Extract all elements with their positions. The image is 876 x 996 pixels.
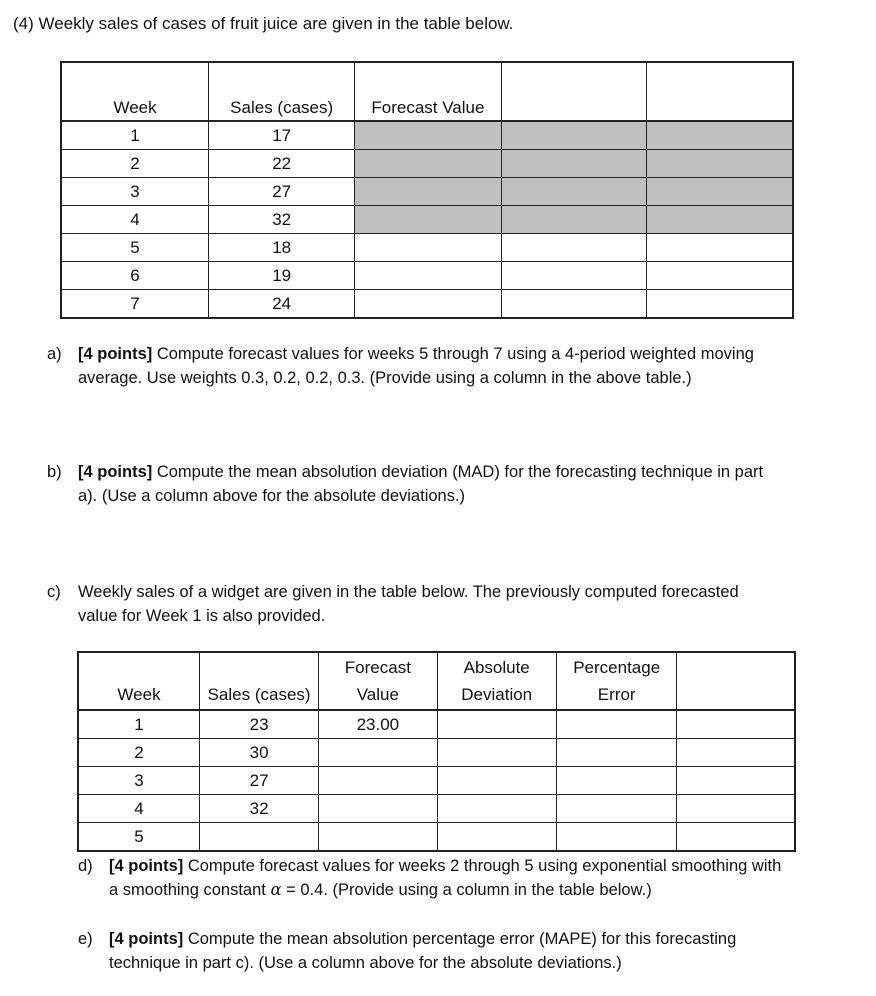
header-sales: Sales (cases) [200,652,319,710]
question-c-line2: value for Week 1 is also provided. [78,607,326,625]
question-a-line2: average. Use weights 0.3, 0.2, 0.2, 0.3. (Provide using a column in the above table.) [78,369,692,387]
header-week: Week [78,652,200,710]
answer-cell[interactable] [647,290,793,319]
header-absdev-line1: Absolute [463,658,530,677]
header-forecast-value: Forecast Value [355,62,501,121]
table-row [61,290,793,319]
answer-cell[interactable] [501,234,647,262]
table-row [78,767,795,795]
table-header-row [78,652,795,710]
sales-cell: 24 [209,290,355,319]
week-cell: 6 [61,262,209,290]
sales-cell: 23 [200,710,319,739]
answer-cell[interactable] [677,795,795,823]
question-e-text [109,927,736,975]
question-d-value: 0.4 [300,881,324,899]
answer-cell[interactable] [677,710,795,739]
week-cell: 1 [78,710,200,739]
shaded-cell [355,206,501,234]
shaded-cell [647,121,793,150]
forecast-cell[interactable] [319,739,437,767]
answer-cell[interactable] [556,739,677,767]
problem-title: (4) Weekly sales of cases of fruit juice are given in the table below. [13,14,514,33]
question-e [78,927,868,977]
shaded-cell [647,178,793,206]
week-cell: 1 [61,121,209,150]
forecast-cell[interactable] [319,767,437,795]
widget-sales-table [77,651,796,852]
answer-cell[interactable] [647,262,793,290]
question-b-line1: Compute the mean absolution deviation (MAD) for the forecasting technique in part [152,463,764,481]
question-a-points: [4 points] [78,345,153,363]
table-row [78,739,795,767]
shaded-cell [355,178,501,206]
table-row [61,150,793,178]
header-blank [677,652,795,710]
question-b-points: [4 points] [78,463,153,481]
table-row [61,121,793,150]
question-e-label: e) [78,930,93,948]
question-d-line2-pre: a smoothing constant [109,881,271,899]
week-cell: 5 [78,823,200,852]
sales-cell: 27 [209,178,355,206]
answer-cell[interactable] [355,234,501,262]
question-d-points: [4 points] [109,857,184,875]
answer-cell[interactable] [556,823,677,852]
table-row [61,262,793,290]
week-cell: 2 [61,150,209,178]
week-cell: 5 [61,234,209,262]
table-row [61,206,793,234]
header-blank-1 [501,62,647,121]
question-a [47,342,847,392]
sales-cell: 32 [200,795,319,823]
forecast-cell[interactable] [319,823,437,852]
answer-cell[interactable] [677,739,795,767]
week-cell: 7 [61,290,209,319]
sales-cell: 18 [209,234,355,262]
question-a-text [78,342,754,390]
question-b-text [78,460,763,508]
sales-cell: 32 [209,206,355,234]
shaded-cell [355,121,501,150]
question-d-equals: = [281,881,301,899]
answer-cell[interactable] [437,710,556,739]
forecast-cell: 23.00 [319,710,437,739]
answer-cell[interactable] [501,290,647,319]
header-absolute-deviation [437,652,556,710]
answer-cell[interactable] [355,262,501,290]
fruit-juice-sales-table [60,61,794,319]
question-e-points: [4 points] [109,930,184,948]
week-cell: 4 [78,795,200,823]
answer-cell[interactable] [647,234,793,262]
header-forecast-line2: Value [356,685,399,704]
question-d-line1: Compute forecast values for weeks 2 through 5 using exponential smoothing with [183,857,782,875]
week-cell: 4 [61,206,209,234]
sales-cell [200,823,319,852]
week-cell: 2 [78,739,200,767]
question-e-line1: Compute the mean absolution percentage error (MAPE) for this forecasting [183,930,737,948]
question-a-label: a) [47,345,62,363]
table-row [61,234,793,262]
question-e-line2: technique in part c). (Use a column above for the absolute deviations.) [109,954,622,972]
question-c-line1: Weekly sales of a widget are given in the table below. The previously computed forecasted [78,583,739,601]
table-row [78,710,795,739]
sales-cell: 27 [200,767,319,795]
answer-cell[interactable] [437,795,556,823]
question-d-line2-post: . (Provide using a column in the table below.) [323,881,652,899]
sales-cell: 30 [200,739,319,767]
question-b-label: b) [47,463,62,481]
question-b-line2: a). (Use a column above for the absolute deviations.) [78,487,466,505]
shaded-cell [501,150,647,178]
table-header-row [61,62,793,121]
header-forecast-line1: Forecast [344,658,411,677]
answer-cell[interactable] [677,823,795,852]
answer-cell[interactable] [437,767,556,795]
answer-cell[interactable] [556,795,677,823]
question-c [47,580,857,630]
week-cell: 3 [61,178,209,206]
header-absdev-line2: Deviation [461,685,533,704]
answer-cell[interactable] [501,262,647,290]
header-forecast-value [319,652,437,710]
alpha-symbol: α [270,880,282,899]
answer-cell[interactable] [437,823,556,852]
sales-cell: 22 [209,150,355,178]
shaded-cell [501,178,647,206]
forecast-cell[interactable] [319,795,437,823]
answer-cell[interactable] [677,767,795,795]
table-row [78,823,795,852]
question-d-label: d) [78,857,93,875]
header-pcterr-line2: Error [597,685,636,704]
shaded-cell [647,206,793,234]
question-d [78,854,868,904]
answer-cell[interactable] [355,290,501,319]
header-sales: Sales (cases) [209,62,355,121]
week-cell: 3 [78,767,200,795]
question-c-text [78,580,739,628]
answer-cell[interactable] [437,739,556,767]
question-a-line1: Compute forecast values for weeks 5 through 7 using a 4-period weighted moving [152,345,754,363]
header-percentage-error [556,652,677,710]
sales-cell: 17 [209,121,355,150]
table-row [61,178,793,206]
header-blank-2 [647,62,793,121]
shaded-cell [501,206,647,234]
shaded-cell [355,150,501,178]
answer-cell[interactable] [556,767,677,795]
sales-cell: 19 [209,262,355,290]
answer-cell[interactable] [556,710,677,739]
shaded-cell [647,150,793,178]
question-d-text [109,854,781,902]
table-row [78,795,795,823]
header-week: Week [61,62,209,121]
question-c-label: c) [47,583,61,601]
shaded-cell [501,121,647,150]
header-pcterr-line1: Percentage [573,658,661,677]
question-b [47,460,857,510]
